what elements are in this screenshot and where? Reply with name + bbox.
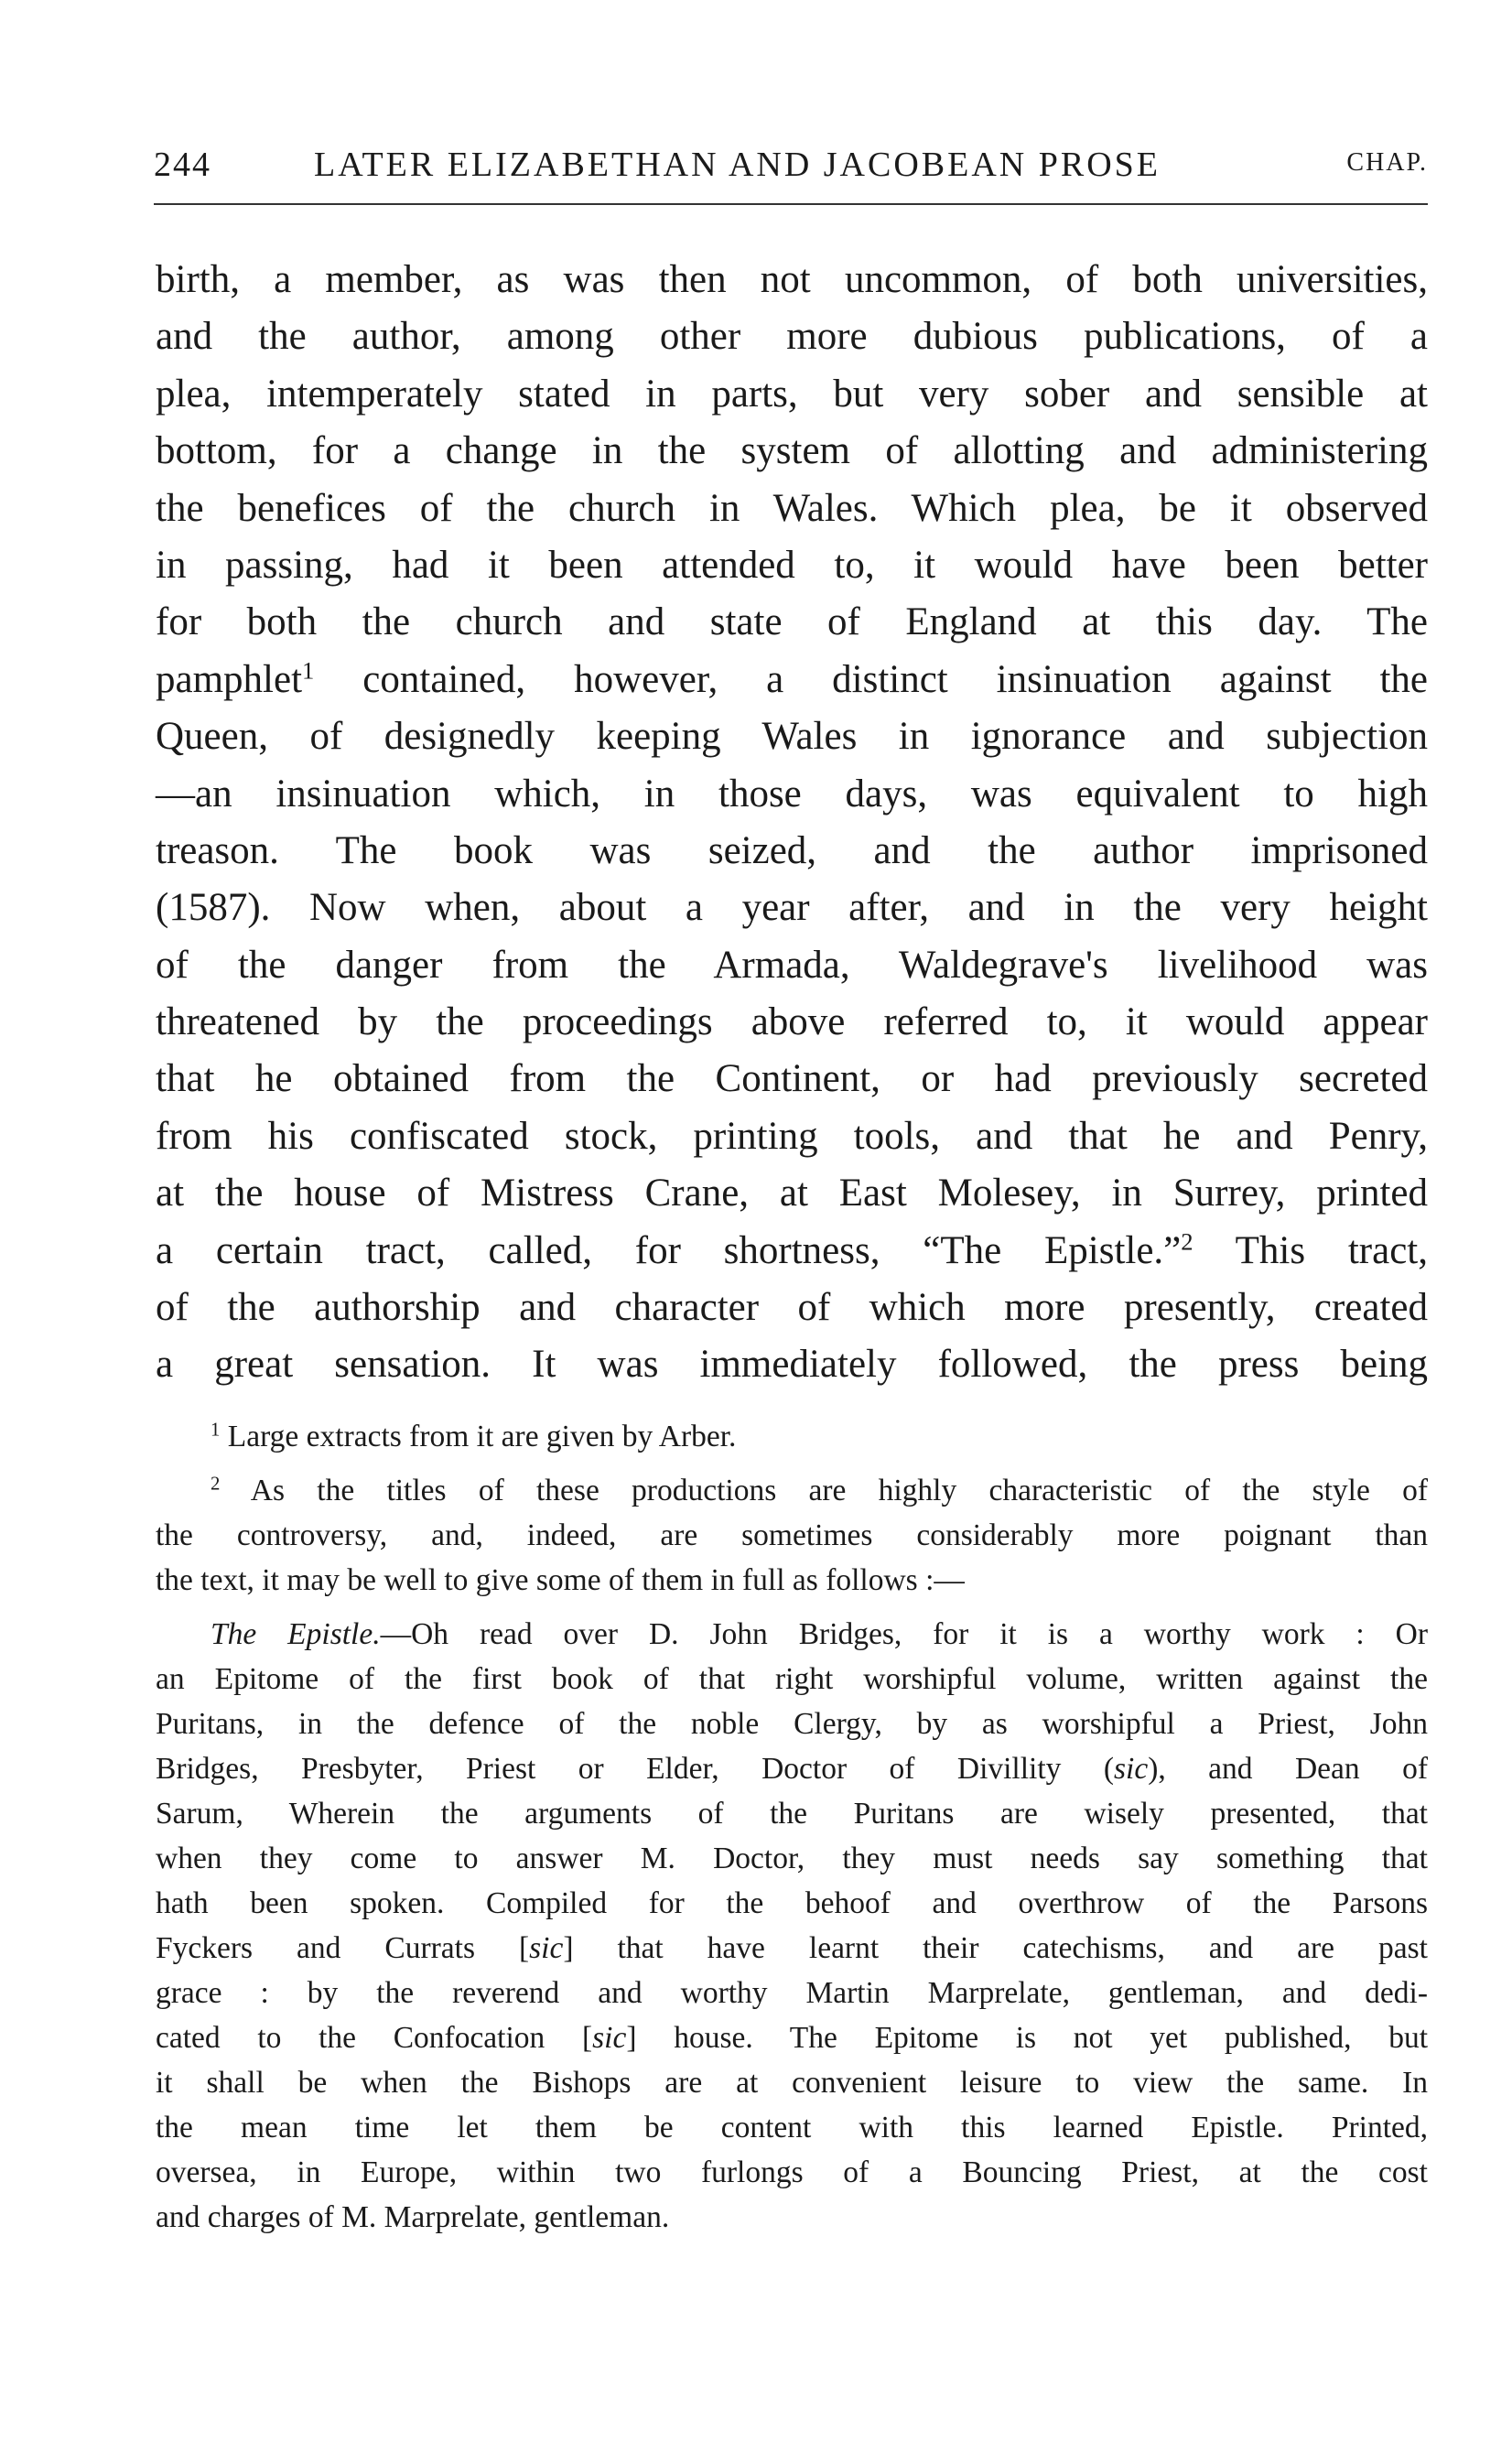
epistle-title: The Epistle. [211,1617,381,1651]
body-line: birth, a member, as was then not uncommon, of both universities, [156,258,1428,301]
epistle-title-line [156,1612,1428,1657]
footnote-2-line [156,1468,1428,1513]
header-rule [154,203,1428,205]
epistle-line: Sarum, Wherein the arguments of the Puritans are wisely presented, that [156,1797,1428,1831]
epistle-text: —Oh read over D. John Bridges, for it is a worthy work : Or [380,1617,1428,1651]
footnote-2-line: the controversy, and, indeed, are sometimes considerably more poignant than [156,1518,1428,1552]
body-line: (1587). Now when, about a year after, and in the very height [156,886,1428,930]
body-line: Queen, of designedly keeping Wales in ignorance and subjection [156,715,1428,759]
epistle-line-sic [156,1926,1428,1971]
footnote-ref-2: 2 [1181,1226,1193,1255]
epistle-text: Fyckers and Currats [ [156,1931,530,1965]
body-line: a great sensation. It was immediately followed, the press being [156,1343,1428,1387]
epistle-line: Puritans, in the defence of the noble Clergy, by as worshipful a Priest, John [156,1707,1428,1741]
footnote-gap [156,1603,1428,1612]
epistle-text: Bridges, Presbyter, Priest or Elder, Doctor of Divillity ( [156,1752,1114,1786]
epistle-text: ] that have learnt their catechisms, and are past [563,1931,1428,1965]
epistle-line: oversea, in Europe, within two furlongs of a Bouncing Priest, at the cost [156,2155,1428,2189]
epistle-line: and charges of M. Marprelate, gentleman. [156,2200,670,2234]
epistle-text: ), and Dean of [1148,1752,1428,1786]
body-line: of the authorship and character of which more presently, created [156,1286,1428,1330]
epistle-text: ] house. The Epitome is not yet published, but [626,2021,1429,2055]
footnote-2-line: the text, it may be well to give some of them in full as follows :— [156,1563,965,1597]
body-line-pamphlet [156,652,1428,708]
footnote-2-text: As the titles of these productions are highly characteristic of the style of [250,1474,1429,1507]
body-line: —an insinuation which, in those days, was equivalent to high [156,772,1428,816]
body-line: plea, intemperately stated in parts, but very sober and sensible at [156,372,1428,416]
body-text [156,252,1428,1394]
footnote-mark-2: 2 [211,1473,221,1495]
body-line: treason. The book was seized, and the author imprisoned [156,828,1428,872]
epistle-line: hath been spoken. Compiled for the behoof and overthrow of the Parsons [156,1886,1428,1920]
epistle-line: an Epitome of the first book of that right worshipful volume, written against the [156,1662,1428,1696]
epistle-line: the mean time let them be content with this learned Epistle. Printed, [156,2111,1428,2144]
epistle-line-sic [156,2015,1428,2060]
footnote-mark-1: 1 [211,1419,221,1441]
chapter-label: CHAP. [1346,148,1428,177]
sic-italic: sic [1114,1752,1149,1786]
epistle-text: cated to the Confocation [ [156,2021,593,2055]
running-title: LATER ELIZABETHAN AND JACOBEAN PROSE [314,146,1161,184]
body-line: for both the church and state of England at this day. The [156,600,1428,644]
body-line-rest: This tract, [1235,1228,1428,1272]
footnote-1 [156,1414,1428,1459]
epistle-line: grace : by the reverend and worthy Martin Marprelate, gentleman, and dedi- [156,1976,1428,2010]
epistle-line: it shall be when the Bishops are at convenient leisure to view the same. In [156,2066,1428,2100]
footnote-gap [156,1459,1428,1468]
body-line: from his confiscated stock, printing tools, and that he and Penry, [156,1114,1428,1158]
sic-italic: sic [529,1931,564,1965]
body-line: at the house of Mistress Crane, at East Molesey, in Surrey, printed [156,1172,1428,1215]
epistle-mention: a certain tract, called, for shortness, “The Epistle.” [156,1228,1182,1272]
body-line: bottom, for a change in the system of allotting and administering [156,429,1428,473]
body-line-rest: contained, however, a distinct insinuation against the [362,657,1428,701]
sic-italic: sic [592,2021,627,2055]
body-line: the benefices of the church in Wales. Which plea, be it observed [156,486,1428,530]
epistle-line-sic [156,1746,1428,1791]
body-line: of the danger from the Armada, Waldegrave's livelihood was [156,943,1428,987]
footnotes [156,1414,1428,2240]
body-line: threatened by the proceedings above referred to, it would appear [156,1000,1428,1044]
footnote-1-text: Large extracts from it are given by Arber. [227,1420,737,1453]
footnote-ref-1: 1 [302,656,315,685]
running-header [154,137,1428,192]
body-line: in passing, had it been attended to, it would have been better [156,543,1428,587]
page-number: 244 [154,146,211,184]
pamphlet-word: pamphlet [156,657,303,701]
body-line-epistle [156,1223,1428,1280]
body-line: that he obtained from the Continent, or had previously secreted [156,1057,1428,1101]
epistle-line: when they come to answer M. Doctor, they must needs say something that [156,1842,1428,1875]
body-line: and the author, among other more dubious publications, of a [156,315,1428,359]
